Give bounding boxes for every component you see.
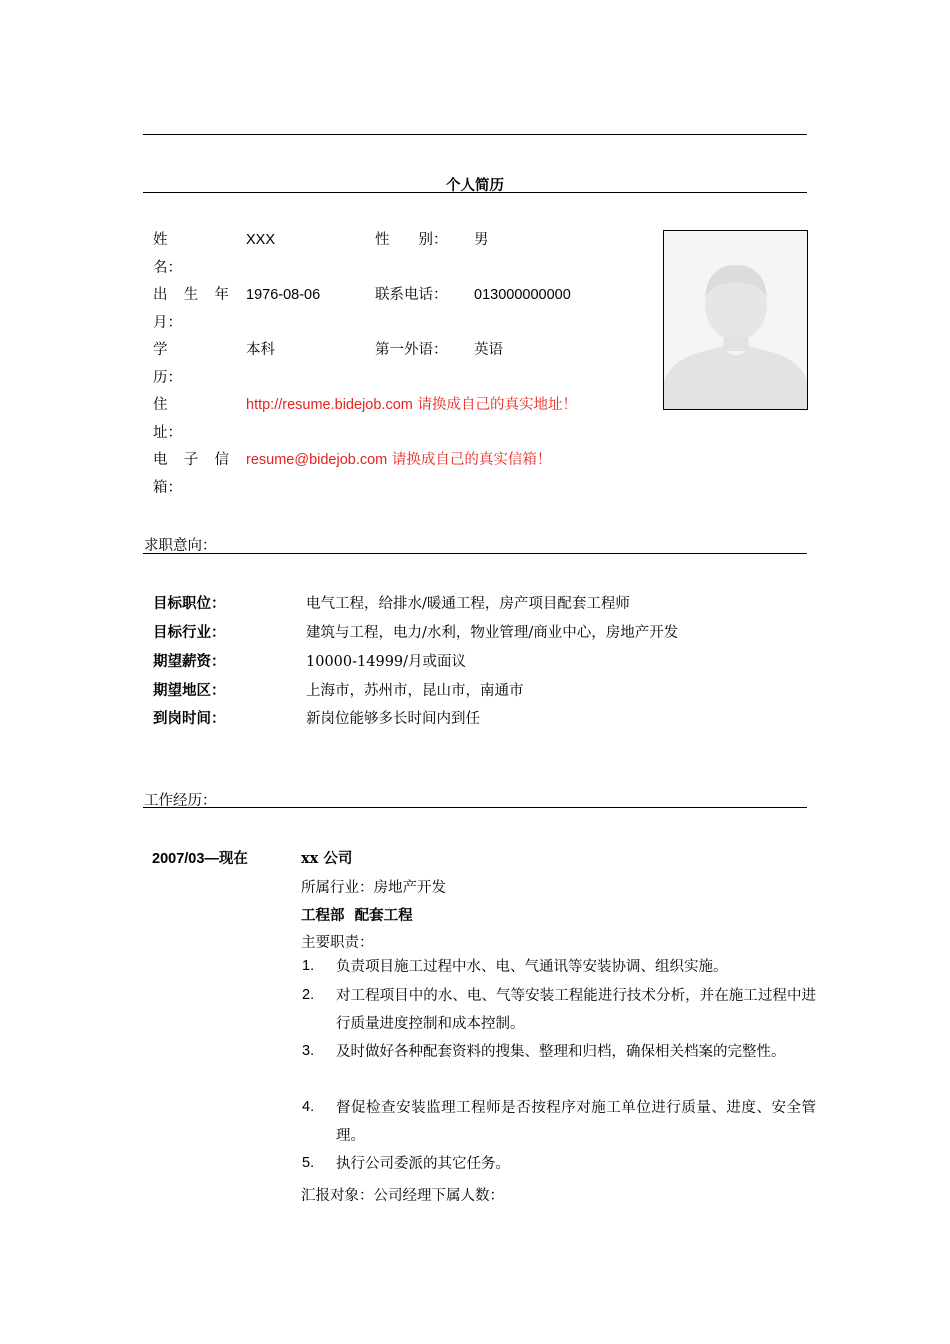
address-label: 住 址：: [153, 397, 182, 441]
intent-section-title: 求职意向：: [144, 538, 217, 554]
name-value: XXX: [246, 232, 276, 248]
work-period: 2007/03—现在: [152, 851, 248, 867]
page-title: 个人简历: [446, 177, 504, 194]
phone-value: 013000000000: [474, 287, 571, 303]
intent-value: 上海市，苏州市，昆山市，南通市: [306, 683, 524, 699]
work-industry: 所属行业：房地产开发: [301, 880, 446, 896]
email-value: [246, 447, 551, 475]
language-value: 英语: [474, 342, 503, 358]
work-department: 工程部 配套工程: [301, 907, 413, 924]
email-note: 请换成自己的真实信箱！: [391, 452, 552, 468]
phone-label: 联系电话：: [375, 287, 448, 303]
duty-text: 负责项目施工过程中水、电、气通讯等安装协调、组织实施。: [336, 959, 728, 975]
work-company: xx 公司: [301, 850, 353, 867]
profile-photo: [663, 230, 808, 410]
duty-text: 执行公司委派的其它任务。: [336, 1156, 510, 1172]
address-value: [246, 392, 577, 420]
intent-label: 期望地区：: [153, 682, 226, 699]
duty-text: 督促检查安装监理工程师是否按程序对施工单位进行质量、进度、安全管理。: [336, 1100, 816, 1144]
intent-value: 建筑与工程，电力/水利，物业管理/商业中心，房地产开发: [306, 625, 679, 641]
gender-value: 男: [474, 232, 489, 248]
duty-number: 3.: [302, 1043, 315, 1059]
birth-value: 1976-08-06: [246, 287, 321, 303]
work-rule: [143, 807, 807, 808]
person-silhouette-icon: [664, 231, 807, 409]
address-note: 请换成自己的真实地址！: [417, 397, 577, 413]
duty-number: 4.: [302, 1099, 315, 1115]
birth-label: 出 生 年 月：: [153, 287, 229, 331]
title-rule: [143, 192, 807, 193]
work-section-title: 工作经历：: [144, 793, 217, 809]
email-label: 电 子 信 箱：: [153, 452, 229, 496]
duty-text: 对工程项目中的水、电、气等安装工程能进行技术分析，并在施工过程中进行质量进度控制和成本控制。: [336, 988, 816, 1032]
duty-number: 5.: [302, 1155, 315, 1171]
duty-text: 及时做好各种配套资料的搜集、整理和归档，确保相关档案的完整性。: [336, 1044, 786, 1060]
duties-title: 主要职责：: [301, 935, 374, 951]
name-label: 姓 名：: [153, 232, 182, 276]
intent-label: 期望薪资：: [153, 653, 226, 670]
email-link[interactable]: resume@bidejob.com: [246, 452, 388, 468]
language-label: 第一外语：: [375, 342, 448, 358]
intent-value: 电气工程，给排水/暖通工程，房产项目配套工程师: [306, 596, 630, 612]
address-link[interactable]: http://resume.bidejob.com: [246, 397, 413, 413]
duty-number: 1.: [302, 958, 315, 974]
education-label: 学 历：: [153, 342, 182, 386]
duty-number: 2.: [302, 987, 315, 1003]
gender-label: 性 别：: [375, 232, 448, 248]
education-value: 本科: [246, 342, 275, 358]
intent-rule: [143, 553, 807, 554]
intent-value: 新岗位能够多长时间内到任: [306, 711, 480, 727]
top-rule: [143, 134, 807, 135]
intent-value: 10000-14999/月或面议: [306, 654, 467, 670]
intent-label: 目标行业：: [153, 624, 226, 641]
intent-label: 目标职位：: [153, 595, 226, 612]
report-to: 汇报对象：公司经理下属人数：: [301, 1188, 504, 1204]
intent-label: 到岗时间：: [153, 710, 226, 727]
